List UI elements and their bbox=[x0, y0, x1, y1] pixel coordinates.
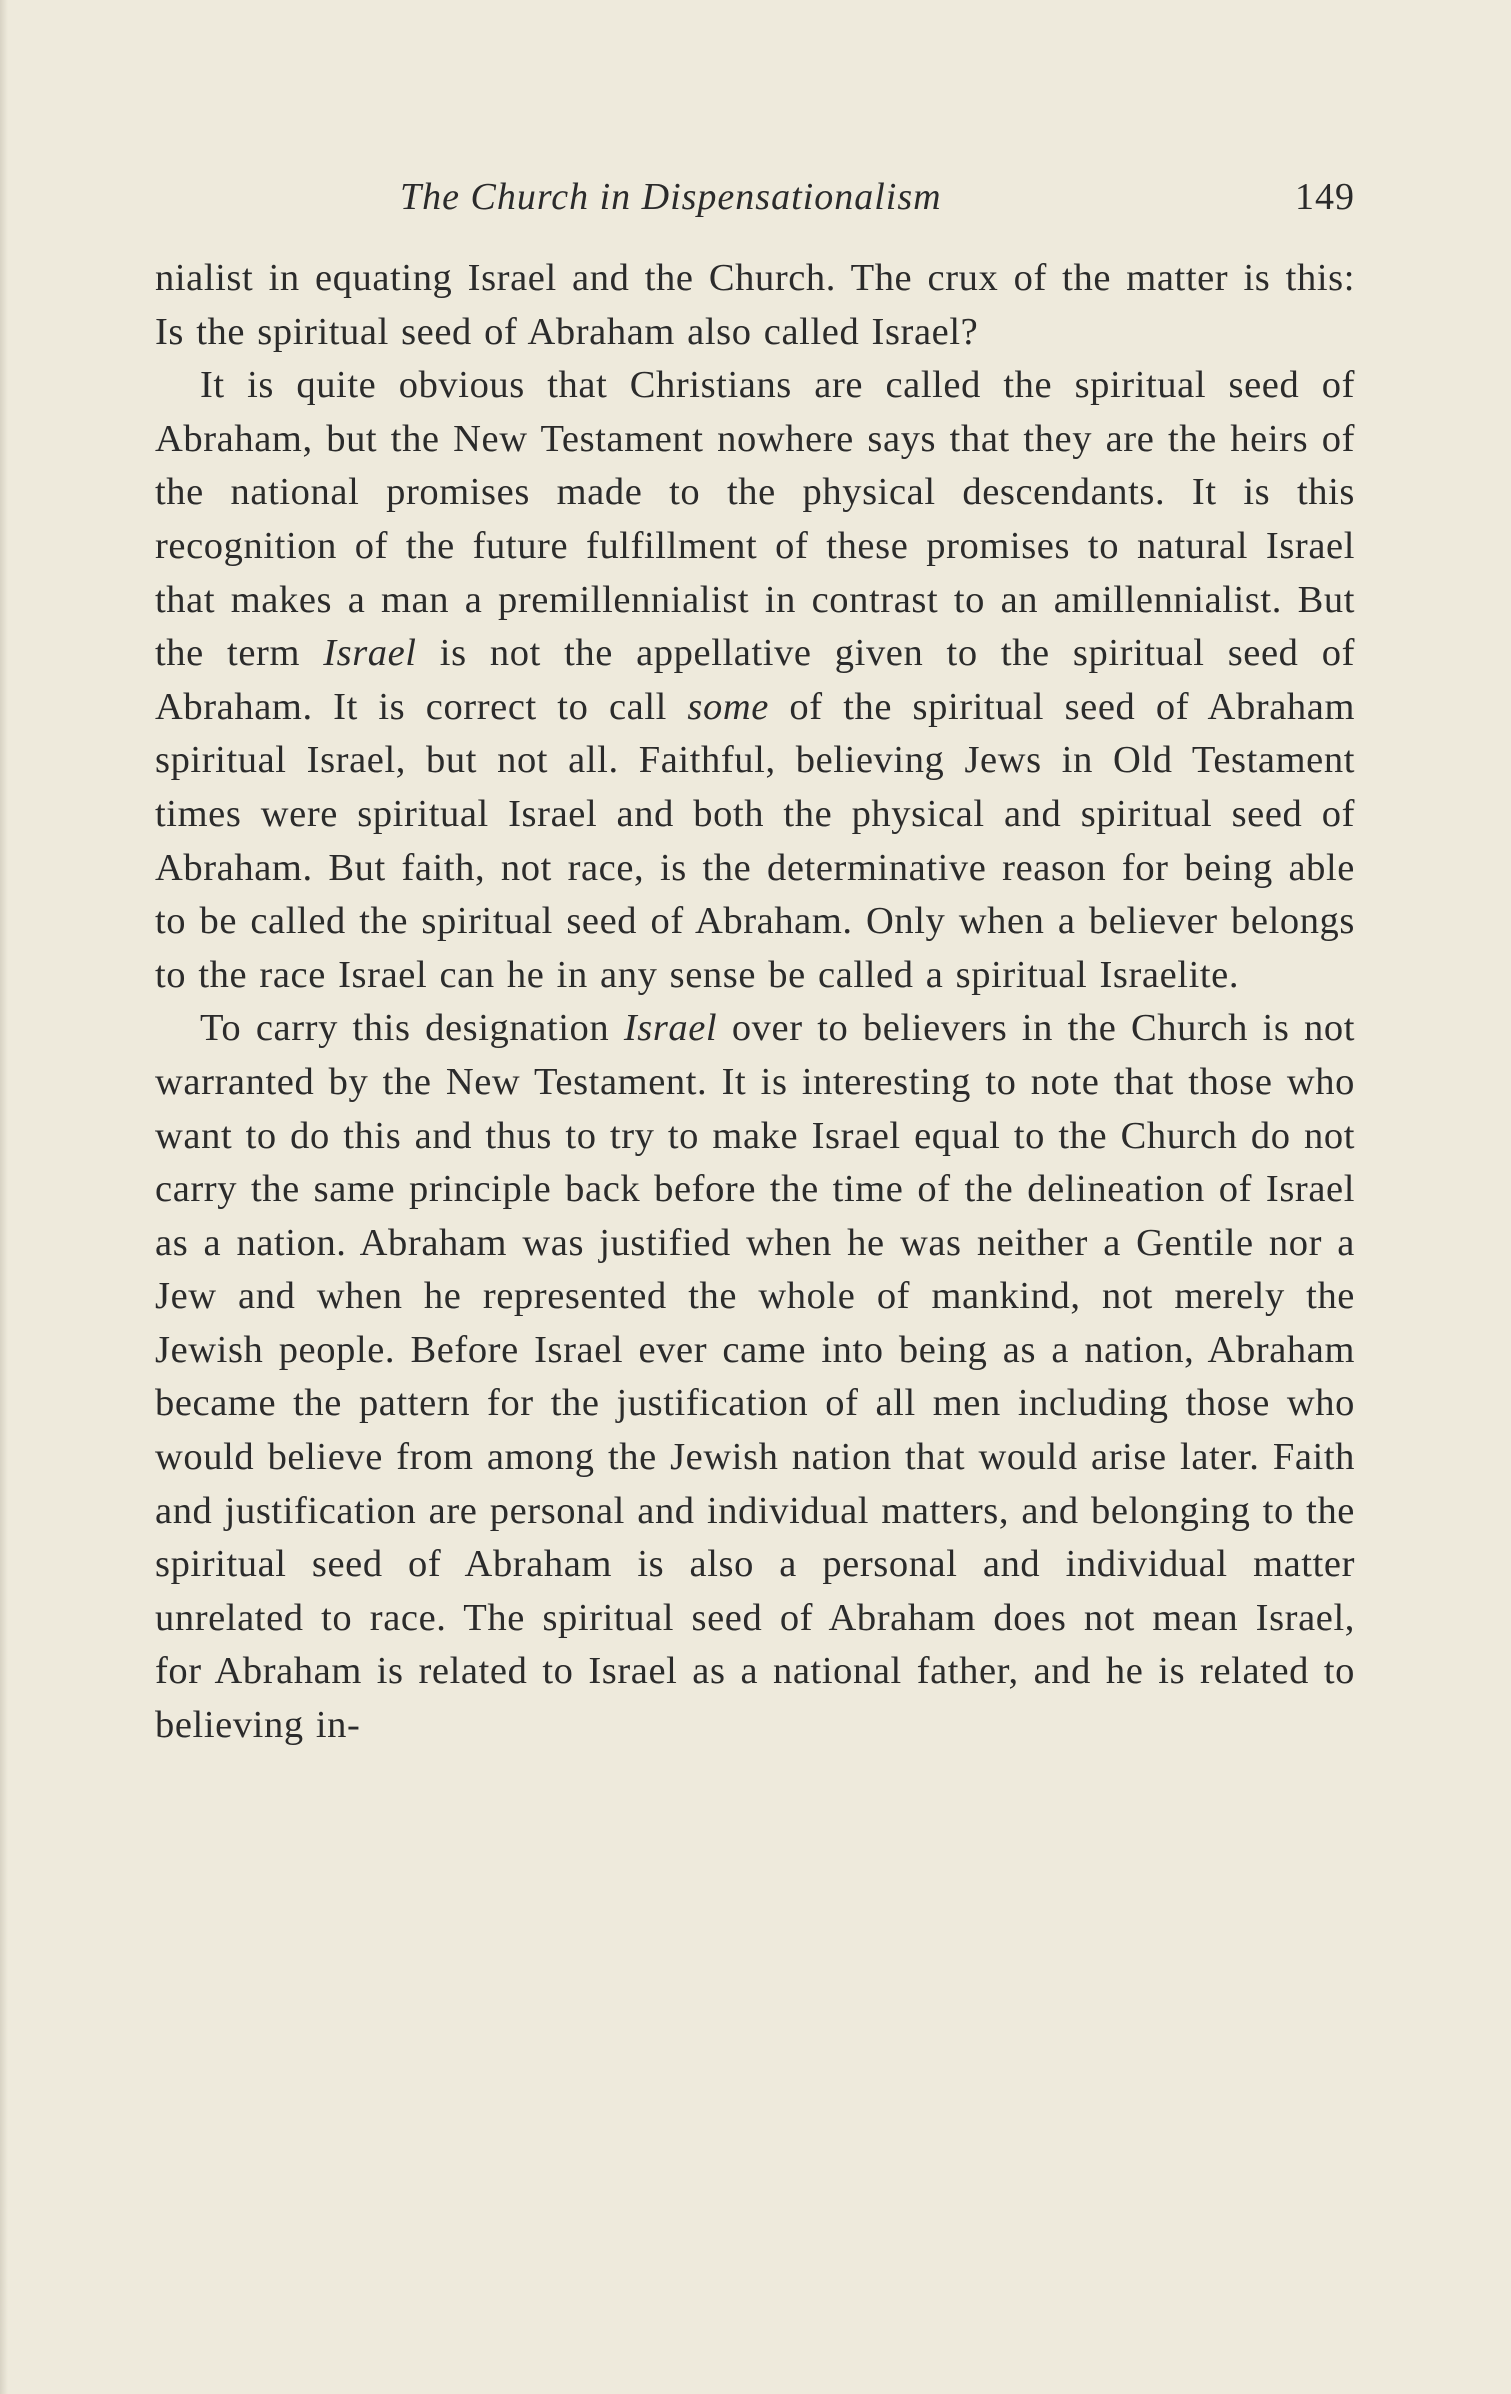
italic-term: Israel bbox=[323, 632, 417, 675]
paragraph-text: is not the appellative given to the spiritual seed of Abraham. It is correct to call bbox=[155, 632, 1355, 728]
page-edge-shadow bbox=[0, 0, 8, 2394]
paragraph-text: nialist in equating Israel and the Church. The crux of the matter is this: Is the spiritual seed of Abraham also called Israel? bbox=[155, 257, 1355, 353]
paragraph-text: To carry this designation bbox=[200, 1007, 624, 1050]
body-text bbox=[155, 252, 1355, 1753]
italic-term: some bbox=[687, 685, 769, 728]
page-number: 149 bbox=[1295, 176, 1355, 218]
paragraph-text: It is quite obvious that Christians are called the spiritual seed of Abraham, but the New Testament nowhere says that they are the heirs of the national promises made to the physical descendants. It is this recognition of the future fulfillment of these promises to natural Israel that makes a man a premillennialist in contrast to an amillennialist. But the term bbox=[155, 364, 1355, 675]
paragraph bbox=[155, 1002, 1355, 1752]
paragraph-text: of the spiritual seed of Abraham spiritual Israel, but not all. Faithful, believing Jews in Old Testament times were spiritual Israel and both the physical and spiritual seed of Abraham. But faith, not race, is the determinative reason for being able to be called the spiritual seed of Abraham. Only when a believer belongs to the race Israel can he in any sense be called a spiritual Israelite. bbox=[155, 685, 1355, 996]
paragraph-text: over to believers in the Church is not warranted by the New Testament. It is interesting to note that those who want to do this and thus to try to make Israel equal to the Church do not carry the same principle back before the time of the delineation of Israel as a nation. Abraham was justified when he was neither a Gentile nor a Jew and when he represented the whole of mankind, not merely the Jewish people. Before Israel ever came into being as a nation, Abraham became the pattern for the justification of all men including those who would believe from among the Jewish nation that would arise later. Faith and justification are personal and individual matters, and belonging to the spiritual seed of Abraham is also a personal and individual matter unrelated to race. The spiritual seed of Abraham does not mean Israel, for Abraham is related to Israel as a national father, and he is related to believing in- bbox=[155, 1007, 1355, 1747]
paragraph bbox=[155, 359, 1355, 1002]
paragraph bbox=[155, 252, 1355, 359]
running-head bbox=[155, 175, 1355, 235]
running-head-title: The Church in Dispensationalism bbox=[400, 176, 942, 218]
italic-term: Israel bbox=[623, 1007, 718, 1050]
